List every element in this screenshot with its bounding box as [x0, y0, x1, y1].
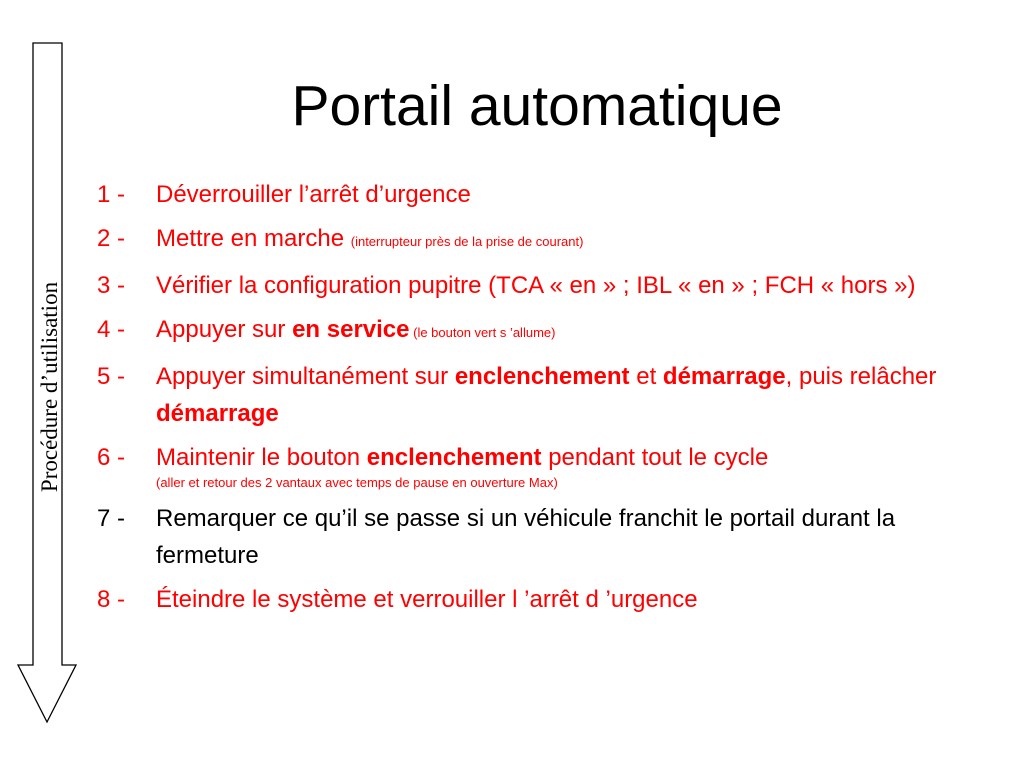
list-item — [97, 176, 977, 213]
step-number: 6 - — [97, 444, 126, 471]
step-number: 4 - — [97, 316, 126, 343]
side-label: Procédure d’utilisation — [37, 281, 62, 493]
list-item — [97, 439, 977, 493]
step-bold: démarrage — [156, 400, 279, 427]
step-text: Déverrouiller l’arrêt d’urgence — [156, 181, 471, 208]
list-item — [97, 220, 977, 260]
step-text: Maintenir le bouton — [156, 444, 367, 471]
step-number: 8 - — [97, 586, 126, 613]
step-number: 2 - — [97, 225, 126, 252]
step-number: 5 - — [97, 363, 126, 390]
list-item — [97, 267, 977, 304]
list-item — [97, 311, 977, 351]
page-title: Portail automatique — [291, 74, 783, 138]
list-item — [97, 358, 977, 432]
step-text: Appuyer simultanément sur — [156, 363, 455, 390]
step-text: Vérifier la configuration pupitre (TCA « en » ; IBL « en » ; FCH « hors ») — [156, 272, 916, 299]
step-text: Mettre en marche — [156, 225, 351, 252]
step-bold: en service — [292, 316, 410, 343]
step-note: (le bouton vert s ’allume) — [409, 325, 556, 340]
step-text: Remarquer ce qu’il se passe si un véhicule franchit le portail durant la fermeture — [156, 505, 896, 569]
step-bold: enclenchement — [454, 363, 630, 390]
step-bold: démarrage — [662, 363, 786, 390]
step-note: (interrupteur près de la prise de courant) — [350, 234, 584, 249]
list-item — [97, 581, 977, 618]
step-number: 3 - — [97, 272, 126, 299]
step-number: 7 - — [97, 505, 126, 532]
step-number: 1 - — [97, 181, 126, 208]
step-text: et — [629, 363, 663, 390]
step-text: Éteindre le système et verrouiller l ’arrêt d ’urgence — [156, 586, 698, 613]
procedure-arrow — [0, 0, 100, 768]
step-text: Appuyer sur — [156, 316, 293, 343]
list-item — [97, 500, 977, 574]
step-note: (aller et retour des 2 vantaux avec temps de pause en ouverture Max) — [156, 475, 558, 490]
step-text: , puis relâcher — [785, 363, 937, 390]
step-list — [97, 176, 977, 625]
step-bold: enclenchement — [366, 444, 542, 471]
step-text: pendant tout le cycle — [541, 444, 769, 471]
